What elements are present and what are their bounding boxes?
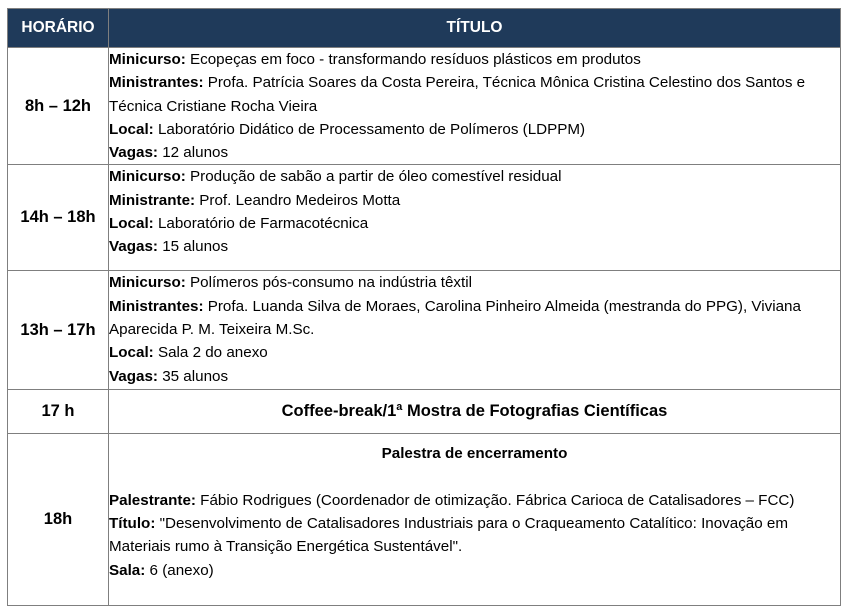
desc-line [109,165,840,188]
closing-heading: Palestra de encerramento [381,445,568,463]
line-value: Profa. Patrícia Soares da Costa Pereira, Técnica Mônica Cristina Celestino dos Santos e Técnica Cristiane Rocha Vieira [109,74,806,115]
desc-line [109,212,840,235]
line-label: Minicurso: [109,51,186,68]
desc-line [109,48,840,71]
line-label: Minicurso: [109,274,186,292]
desc-line [109,559,840,582]
line-label: Local: [109,120,154,138]
table-row [8,434,841,606]
line-label: Ministrante: [109,191,196,209]
line-value: "Desenvolvimento de Catalisadores Industriais para o Craqueamento Catalítico: Inovação em Materiais rumo à Transição Energética Sustentável". [109,515,789,556]
header-row [8,9,841,48]
time-cell: 18h [8,434,109,606]
line-label: Ministrantes: [109,297,204,315]
time-cell: 14h – 18h [8,165,109,271]
time-cell: 8h – 12h [8,48,109,165]
line-value: Produção de sabão a partir de óleo comestível residual [185,168,562,186]
desc-line [109,512,840,559]
table-row [8,48,841,165]
line-label: Local: [109,215,154,233]
line-value: Ecopeças em foco - transformando resíduos plásticos em produtos [185,51,641,68]
line-label: Palestrante: [109,491,196,509]
line-label: Sala: [109,561,146,579]
line-label: Ministrantes: [109,74,204,92]
schedule-table [7,8,841,606]
line-label: Vagas: [109,238,158,256]
desc-line [109,295,840,342]
desc-line [109,71,840,118]
line-value: Laboratório de Farmacotécnica [153,215,369,233]
description-cell [109,271,841,390]
line-value: 35 alunos [157,367,229,385]
table-row [8,271,841,390]
line-label: Título: [109,515,156,533]
table-row [8,165,841,271]
time-cell: 13h – 17h [8,271,109,390]
coffee-break-title: Coffee-break/1ª Mostra de Fotografias Científicas [109,390,841,434]
desc-line [109,189,840,212]
line-value: 12 alunos [157,144,229,162]
description-cell [109,434,841,606]
desc-line [109,235,840,258]
desc-line [109,141,840,164]
line-label: Minicurso: [109,168,186,186]
line-label: Vagas: [109,144,158,162]
line-label: Vagas: [109,367,158,385]
description-cell [109,165,841,271]
header-time: HORÁRIO [8,9,109,48]
desc-line [109,118,840,141]
desc-line [109,341,840,364]
time-cell: 17 h [8,390,109,434]
description-cell [109,48,841,165]
desc-line [109,489,840,512]
header-title: TÍTULO [109,9,841,48]
desc-line [109,271,840,294]
line-value: Fábio Rodrigues (Coordenador de otimização. Fábrica Carioca de Catalisadores – FCC) [195,491,795,509]
line-value: Sala 2 do anexo [153,344,268,362]
line-value: Laboratório Didático de Processamento de Polímeros (LDPPM) [153,120,586,138]
line-value: 15 alunos [157,238,229,256]
line-value: Polímeros pós-consumo na indústria têxtil [185,274,472,292]
desc-line [109,365,840,388]
line-label: Local: [109,344,154,362]
line-value: 6 (anexo) [145,561,214,579]
line-value: Prof. Leandro Medeiros Motta [195,191,401,209]
line-value: Profa. Luanda Silva de Moraes, Carolina Pinheiro Almeida (mestranda do PPG), Viviana Aparecida P. M. Teixeira M.Sc. [109,297,801,339]
table-row [8,390,841,434]
